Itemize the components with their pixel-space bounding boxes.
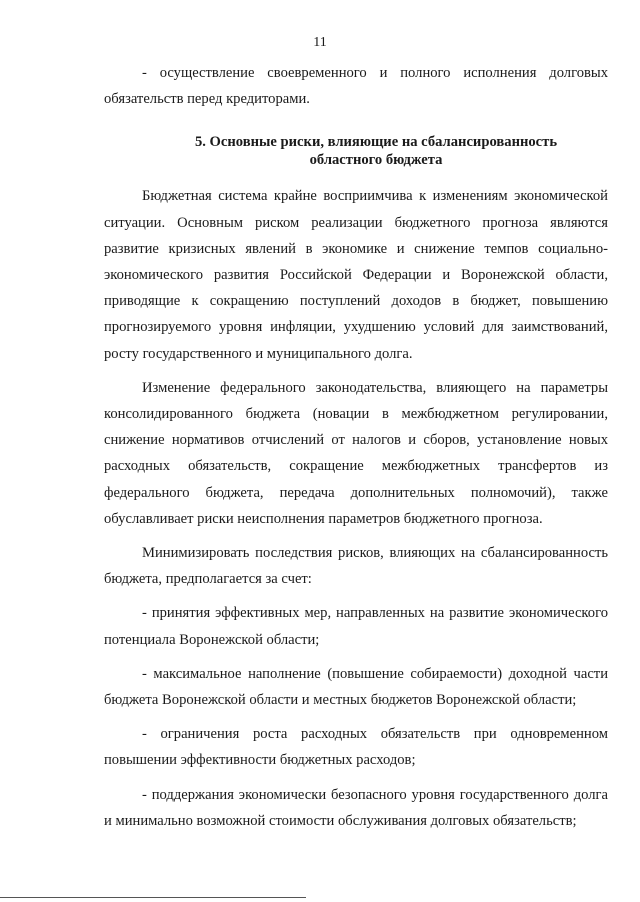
measure-list-item: - поддержания экономически безопасного уровня государственного долга и минимально возможной стоимости обслуживания долговых обязательств; — [104, 786, 608, 829]
paragraph: Бюджетная система крайне восприимчива к изменениям экономической ситуации. Основным риском реализации бюджетного прогноза являются развитие кризисных явлений в экономике и снижение темпов социально-экономического развития Российской Федерации и Воронежской области, приводящие к сокращению поступлений доходов в бюджет, повышению прогнозируемого уровня инфляции, ухудшению условий для заимствований, росту государственного и муниципального долга. — [104, 188, 608, 362]
bottom-divider — [0, 897, 306, 898]
measure-list-item: - ограничения роста расходных обязательств при одновременном повышении эффективности бюджетных расходов; — [104, 726, 608, 769]
page-content — [104, 60, 608, 834]
paragraph: Минимизировать последствия рисков, влияющих на сбалансированность бюджета, предполагается за счет: — [104, 545, 608, 588]
measure-list-item: - максимальное наполнение (повышение собираемости) доходной части бюджета Воронежской области и местных бюджетов Воронежской области; — [104, 665, 608, 709]
paragraph: Изменение федерального законодательства, влияющего на параметры консолидированного бюджета (новации в межбюджетном регулировании, снижение нормативов отчислений от налогов и сборов, установление новых расходных обязательств, сокращение межбюджетных трансфертов из федерального бюджета, передача дополнительных полномочий), также обуславливает риски неисполнения параметров бюджетного прогноза. — [104, 379, 608, 527]
measure-list-item: - принятия эффективных мер, направленных на развитие экономического потенциала Воронежской области; — [104, 605, 608, 648]
page-number: 11 — [313, 35, 327, 50]
intro-list-item: - осуществление своевременного и полного исполнения долговых обязательств перед кредиторами. — [104, 65, 608, 108]
section-title: 5. Основные риски, влияющие на сбалансированность областного бюджета — [194, 134, 558, 169]
